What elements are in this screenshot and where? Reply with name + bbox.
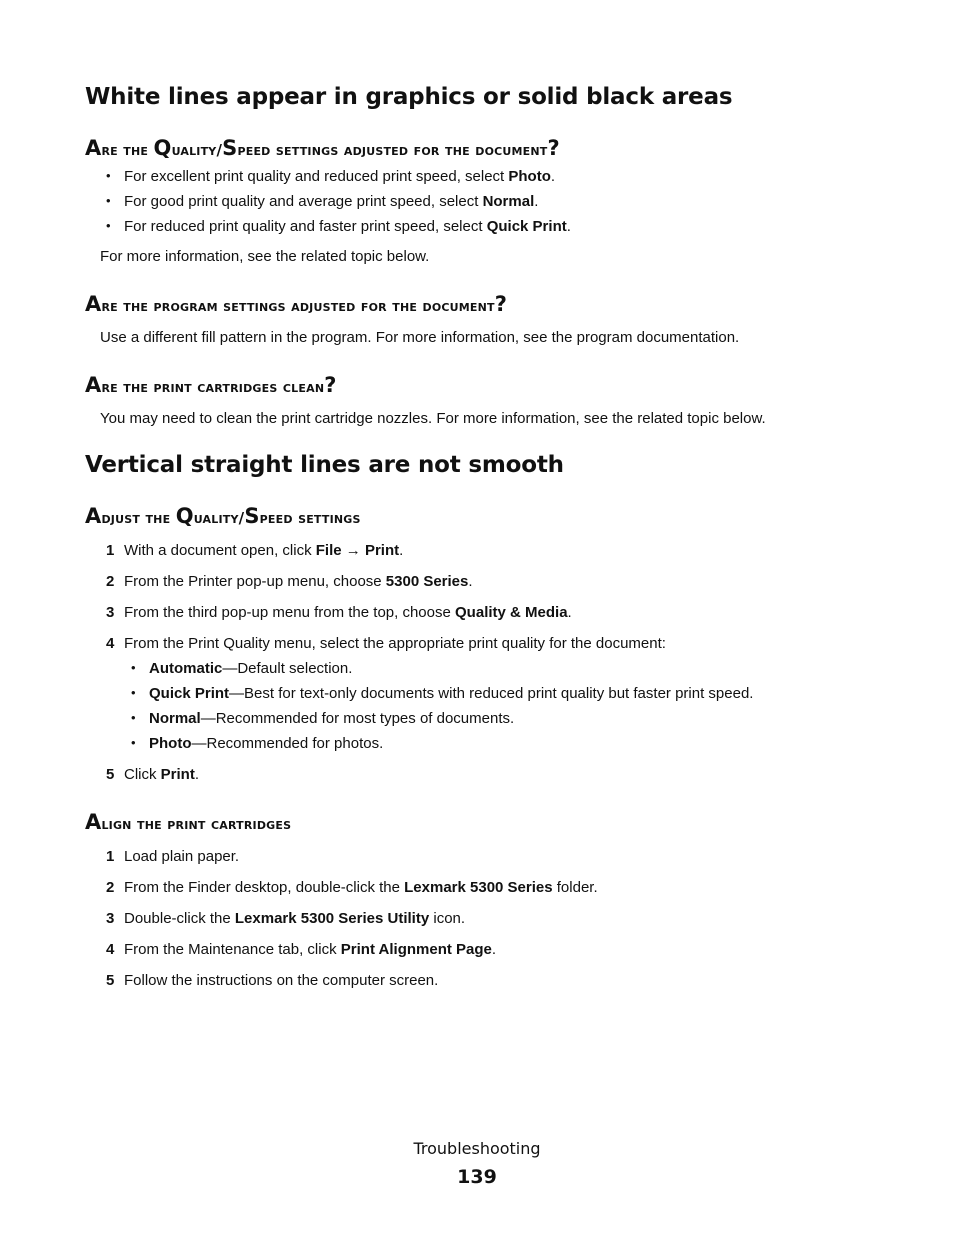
subheading-cartridges-clean: Are the print cartridges clean? bbox=[85, 373, 337, 397]
paragraph-clean-nozzles: You may need to clean the print cartridge nozzles. For more information, see the related topic below. bbox=[100, 410, 766, 427]
bullet-icon: • bbox=[106, 168, 111, 183]
section-title-vertical-lines: Vertical straight lines are not smooth bbox=[85, 452, 564, 478]
section-title-white-lines: White lines appear in graphics or solid black areas bbox=[85, 84, 733, 110]
bullet-icon: • bbox=[106, 218, 111, 233]
paragraph-more-info: For more information, see the related topic below. bbox=[100, 248, 430, 265]
subheading-program-settings: Are the program settings adjusted for the document? bbox=[85, 292, 508, 316]
subheading-quality-speed: Are the Quality/Speed settings adjusted for the document? bbox=[85, 136, 560, 160]
subheading-adjust-quality: Adjust the Quality/Speed settings bbox=[85, 504, 361, 528]
page-number: 139 bbox=[457, 1166, 497, 1188]
bullet-icon: • bbox=[131, 735, 136, 750]
bullet-icon: • bbox=[131, 710, 136, 725]
subheading-align-cartridges: Align the print cartridges bbox=[85, 810, 292, 834]
paragraph-fill-pattern: Use a different fill pattern in the program. For more information, see the program documentation. bbox=[100, 329, 740, 346]
footer-chapter-label: Troubleshooting bbox=[413, 1139, 541, 1158]
bullet-icon: • bbox=[106, 193, 111, 208]
bullet-icon: • bbox=[131, 685, 136, 700]
bullet-icon: • bbox=[131, 660, 136, 675]
document-page: White lines appear in graphics or solid black areas Are the Quality/Speed settings adjusted for the document? • For excellent print quality and reduced print speed, select Photo. • For good print quality and average print speed, select Normal. • For reduced print quality and faster print speed, select Quick Print. For more information, see the related topic below. Are the program settings adjusted for the document? Use a different fill pattern in the program. For more information, see the program documentation. Are the print cartridges clean? You may need to clean the print cartridge nozzles. For more information, see the related topic below. Vertical straight lines are not smooth Adjust the Quality/Speed settings 1 With a document open, click File → Print. 2 From the Printer pop-up menu, choose 5300 Series. 3 From the third pop-up menu from the top, choose Quality & Media. 4 From the Print Quality menu, select the appropriate print quality for the document: • Automatic—Default selection. • Quick Print—Best for text-only documents with reduced print quality but faster print speed. • Normal—Recommended for most types of documents. • Photo—Recommended for photos. 5 Click Print. Align the print cartridges 1 Load plain paper. 2 From the Finder desktop, double-click the Lexmark 5300 Series folder. 3 Double-click the Lexmark 5300 Series Utility icon. 4 From the Maintenance tab, click Print Alignment Page. 5 Follow the instructions on the computer screen. Troubleshooting 139 bbox=[0, 0, 954, 1235]
